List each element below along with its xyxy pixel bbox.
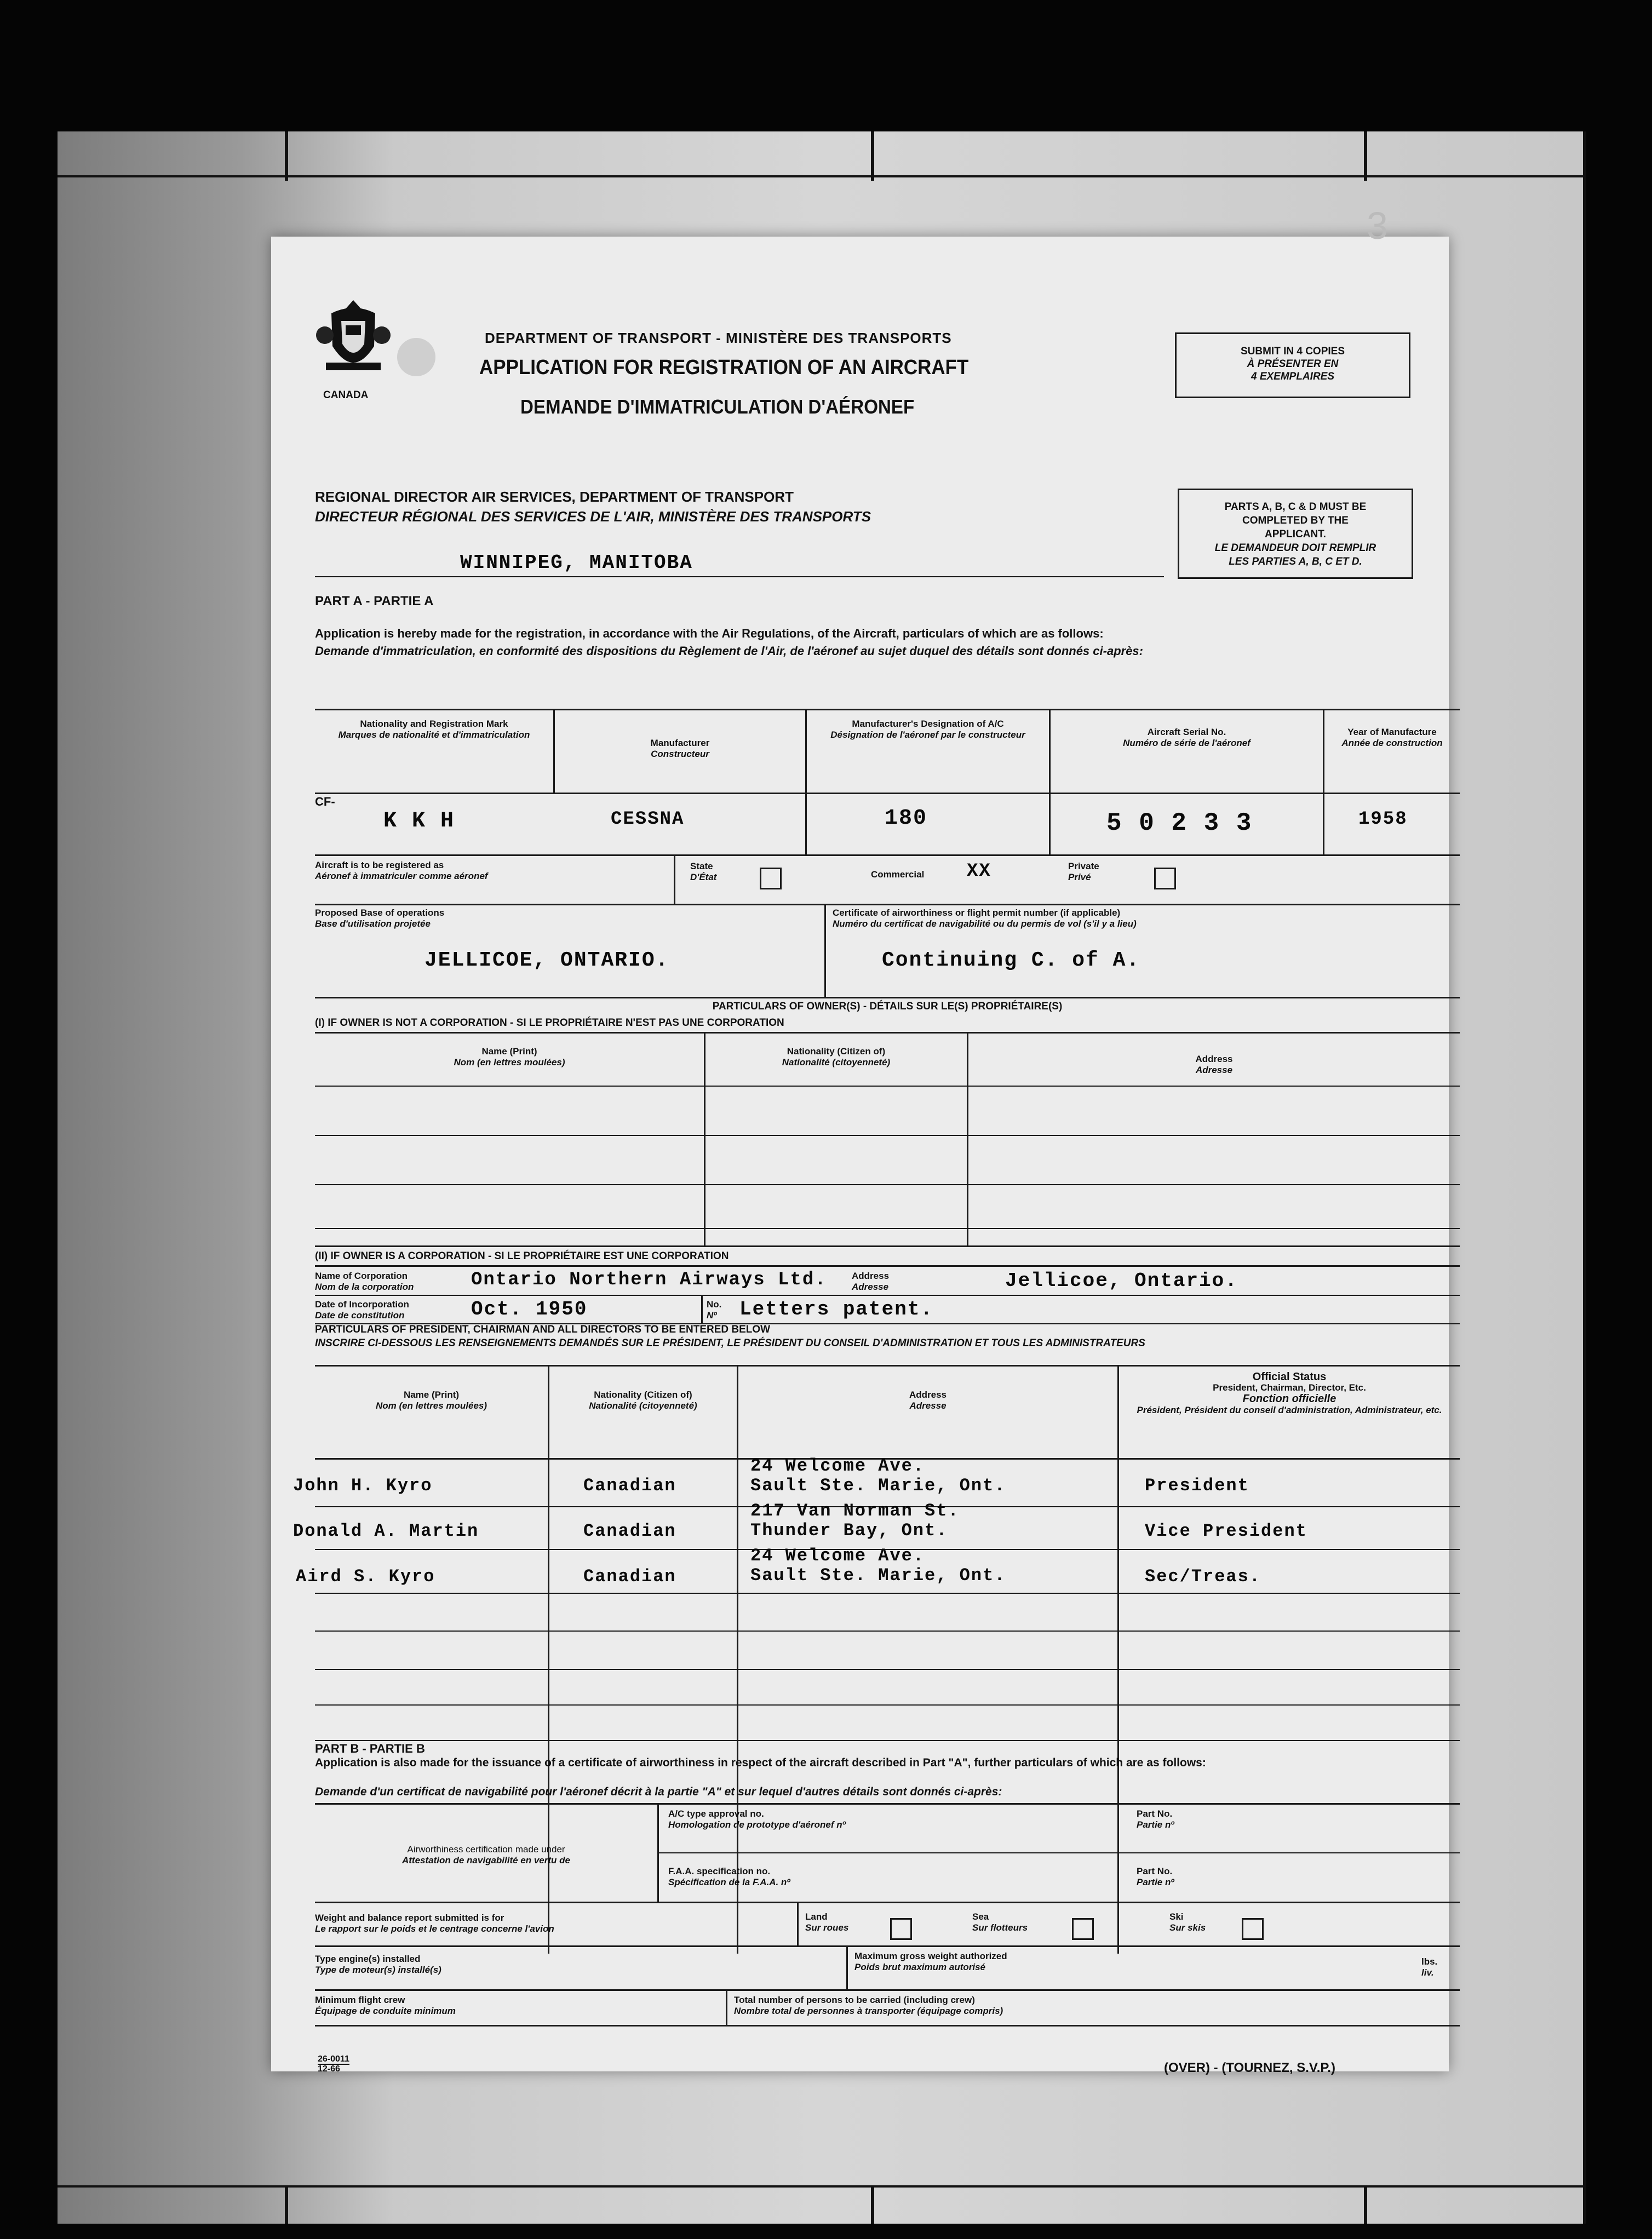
table-row [315, 1704, 1460, 1706]
table-rule [315, 997, 1460, 998]
film-divider [1364, 2185, 1367, 2224]
registered-as-label: Aircraft is to be registered as Aéronef à immatriculer comme aéronef [315, 860, 488, 881]
patent-no-label: No. Nº [707, 1299, 722, 1321]
table-rule [315, 1902, 1460, 1903]
table-rule [315, 793, 1460, 794]
location-underline [315, 576, 1164, 577]
not-corporation-heading: (I) IF OWNER IS NOT A CORPORATION - SI LE PROPRIÉTAIRE N'EST PAS UNE CORPORATION [315, 1017, 784, 1029]
owner-nationality-header: Nationality (Citizen of) Nationalité (citoyenneté) [782, 1046, 891, 1067]
base-label: Proposed Base of operations Base d'utilisation projetée [315, 908, 445, 929]
submit-copies-box: SUBMIT IN 4 COPIES À PRÉSENTER EN 4 EXEMPLAIRES [1175, 332, 1410, 398]
title-fr: DEMANDE D'IMMATRICULATION D'AÉRONEF [520, 395, 915, 418]
director-nationality-header: Nationality (Citizen of) Nationalité (citoyenneté) [589, 1390, 697, 1411]
table-rule [315, 1989, 1460, 1991]
ski-checkbox[interactable] [1242, 1918, 1264, 1940]
engine-type-label: Type engine(s) installed Type de moteur(s) installé(s) [315, 1954, 441, 1975]
page-number-mark: 3 [1367, 204, 1388, 247]
director-address-line1: 24 Welcome Ave. [750, 1456, 925, 1476]
land-checkbox[interactable] [890, 1918, 912, 1940]
title-en: APPLICATION FOR REGISTRATION OF AN AIRCRAFT [479, 356, 969, 379]
state-label: State D'État [690, 861, 717, 882]
table-row [315, 1135, 1460, 1136]
part-no-label-2: Part No. Partie nº [1137, 1866, 1174, 1887]
table-rule [674, 854, 675, 904]
table-rule [315, 854, 1460, 856]
director-nationality: Canadian [583, 1476, 676, 1496]
patent-no-value: Letters patent. [739, 1298, 934, 1321]
lion-emblem-icon [397, 338, 435, 376]
corp-name-label: Name of Corporation Nom de la corporation [315, 1271, 414, 1292]
director-address-line2: Sault Ste. Marie, Ont. [750, 1476, 1006, 1496]
film-divider [1364, 131, 1367, 181]
director-status: Sec/Treas. [1145, 1566, 1261, 1587]
private-checkbox[interactable] [1154, 868, 1176, 889]
regional-director-fr: DIRECTEUR RÉGIONAL DES SERVICES DE L'AIR, MINISTÈRE DES TRANSPORTS [315, 508, 871, 525]
application-form [271, 204, 1449, 2075]
max-gross-weight-label: Maximum gross weight authorized Poids brut maximum autorisé [854, 1951, 1007, 1972]
table-row [315, 1228, 1460, 1229]
parts-required-box: PARTS A, B, C & D MUST BE COMPLETED BY THE APPLICANT. LE DEMANDEUR DOIT REMPLIR LES PARTIES A, B, C ET D. [1178, 489, 1413, 579]
film-divider [285, 131, 288, 181]
state-checkbox[interactable] [760, 868, 782, 889]
canada-crest-icon [315, 297, 392, 384]
sea-checkbox[interactable] [1072, 1918, 1094, 1940]
certificate-value: Continuing C. of A. [882, 949, 1140, 972]
table-rule [315, 2025, 1460, 2026]
owner-name-header: Name (Print) Nom (en lettres moulées) [454, 1046, 565, 1067]
table-rule [315, 1245, 1460, 1247]
film-divider [871, 2185, 874, 2224]
regional-director-en: REGIONAL DIRECTOR AIR SERVICES, DEPARTMENT OF TRANSPORT [315, 489, 794, 505]
registration-mark-value: K K H [383, 809, 455, 834]
table-rule [737, 1365, 738, 1954]
director-nationality: Canadian [583, 1521, 676, 1541]
table-rule [797, 1902, 799, 1945]
film-divider [1583, 131, 1586, 2224]
table-row [315, 1184, 1460, 1185]
col-designation-header: Manufacturer's Designation of A/C Désignation de l'aéronef par le constructeur [830, 719, 1025, 740]
table-rule [315, 1945, 1460, 1947]
faa-spec-label: F.A.A. specification no. Spécification de la F.A.A. nº [668, 1866, 790, 1887]
part-a-heading: PART A - PARTIE A [315, 594, 434, 608]
part-b-heading: PART B - PARTIE B [315, 1742, 425, 1755]
director-status: President [1145, 1476, 1249, 1496]
table-rule [701, 1295, 703, 1323]
director-status: Vice President [1145, 1521, 1307, 1541]
col-serial-header: Aircraft Serial No. Numéro de série de l'aéronef [1123, 727, 1251, 748]
regional-location: WINNIPEG, MANITOBA [460, 552, 693, 574]
corp-address-label: Address Adresse [852, 1271, 890, 1292]
serial-value: 5 0 2 3 3 [1106, 809, 1253, 837]
table-rule [824, 904, 826, 997]
manufacturer-value: CESSNA [611, 809, 685, 830]
sea-label: Sea Sur flotteurs [972, 1911, 1028, 1933]
weight-units: lbs. liv. [1421, 1956, 1438, 1978]
table-row [315, 1593, 1460, 1594]
table-row [315, 1740, 1460, 1741]
director-address-line2: Thunder Bay, Ont. [750, 1520, 948, 1541]
table-rule [315, 1265, 1460, 1267]
owners-heading: PARTICULARS OF OWNER(S) - DÉTAILS SUR LE(S) PROPRIÉTAIRE(S) [712, 1001, 1063, 1012]
land-label: Land Sur roues [805, 1911, 849, 1933]
table-rule [315, 1365, 1460, 1367]
film-divider [285, 2185, 288, 2224]
min-crew-label: Minimum flight crew Équipage de conduite minimum [315, 1995, 456, 2016]
corp-name-value: Ontario Northern Airways Ltd. [471, 1270, 827, 1290]
ski-label: Ski Sur skis [1169, 1911, 1206, 1933]
director-nationality: Canadian [583, 1566, 676, 1587]
private-label: Private Privé [1068, 861, 1099, 882]
cf-prefix: CF- [315, 795, 335, 808]
part-a-intro-en: Application is hereby made for the registration, in accordance with the Air Regulations, of the Aircraft, particulars of which are as follows: [315, 627, 1104, 640]
director-status-header: Official Status President, Chairman, Director, Etc. Fonction officielle Président, Président du conseil d'administration, Administrateur, etc. [1137, 1371, 1442, 1415]
incorporation-date-value: Oct. 1950 [471, 1298, 588, 1321]
commercial-checkmark[interactable]: XX [967, 861, 991, 882]
base-value: JELLICOE, ONTARIO. [425, 949, 669, 972]
directors-instructions-en: PARTICULARS OF PRESIDENT, CHAIRMAN AND ALL DIRECTORS TO BE ENTERED BELOW [315, 1324, 771, 1335]
corporation-heading: (II) IF OWNER IS A CORPORATION - SI LE PROPRIÉTAIRE EST UNE CORPORATION [315, 1250, 729, 1262]
director-name: Donald A. Martin [293, 1521, 479, 1541]
col-year-header: Year of Manufacture Année de construction [1341, 727, 1443, 748]
director-address-header: Address Adresse [909, 1390, 947, 1411]
commercial-label: Commercial [871, 869, 925, 880]
table-rule [315, 904, 1460, 905]
owner-address-header: Address Adresse [1195, 1054, 1233, 1075]
part-b-intro-en: Application is also made for the issuance of a certificate of airworthiness in respect of the aircraft described in Part "A", further particulars of which are as follows: [315, 1756, 1206, 1769]
table-row [315, 1631, 1460, 1632]
director-name-header: Name (Print) Nom (en lettres moulées) [375, 1390, 487, 1411]
directors-instructions-fr: INSCRIRE CI-DESSOUS LES RENSEIGNEMENTS DEMANDÉS SUR LE PRÉSIDENT, LE PRÉSIDENT DU CONSEIL D'ADMINISTRATION ET TOUS LES ADMINISTRATEURS [315, 1337, 1145, 1349]
table-row [315, 1669, 1460, 1670]
airworthiness-cert-label: Airworthiness certification made under Attestation de navigabilité en vertu de [401, 1844, 570, 1865]
table-rule [1117, 1365, 1119, 1954]
film-divider [871, 131, 874, 181]
director-address-line1: 217 Van Norman St. [750, 1501, 960, 1521]
table-row [315, 1086, 1460, 1087]
certificate-label: Certificate of airworthiness or flight permit number (if applicable) Numéro du certificat de navigabilité ou du permis de vol (s'il y a lieu) [833, 908, 1137, 929]
part-a-intro-fr: Demande d'immatriculation, en conformité des dispositions du Règlement de l'Air, de l'aéronef au sujet duquel des détails sont donnés ci-après: [315, 644, 1143, 658]
table-rule [846, 1945, 848, 1989]
table-rule [726, 1989, 727, 2025]
form-number: 26-0011 12-66 [318, 2054, 349, 2074]
director-name: John H. Kyro [293, 1476, 433, 1496]
year-value: 1958 [1358, 809, 1408, 830]
table-rule [315, 709, 1460, 710]
director-address-line2: Sault Ste. Marie, Ont. [750, 1565, 1006, 1586]
table-rule [315, 1295, 1460, 1296]
country-label: CANADA [323, 389, 369, 401]
incorporation-date-label: Date of Incorporation Date de constitution [315, 1299, 409, 1321]
col-registration-header: Nationality and Registration Mark Marques de nationalité et d'immatriculation [338, 719, 530, 740]
department-name: DEPARTMENT OF TRANSPORT - MINISTÈRE DES TRANSPORTS [485, 330, 952, 346]
over-instruction: (OVER) - (TOURNEZ, S.V.P.) [1164, 2060, 1335, 2075]
ac-type-approval-label: A/C type approval no. Homologation de prototype d'aéronef nº [668, 1809, 846, 1830]
weight-balance-label: Weight and balance report submitted is for Le rapport sur le poids et le centrage concerne l'avion [315, 1913, 554, 1934]
designation-value: 180 [885, 806, 928, 831]
total-persons-label: Total number of persons to be carried (including crew) Nombre total de personnes à transporter (équipage compris) [734, 1995, 1003, 2016]
part-no-label: Part No. Partie nº [1137, 1809, 1174, 1830]
director-address-line1: 24 Welcome Ave. [750, 1546, 925, 1566]
part-b-intro-fr: Demande d'un certificat de navigabilité pour l'aéronef décrit à la partie "A" et sur lequel d'autres détails sont donnés ci-après: [315, 1786, 1002, 1798]
col-manufacturer-header: Manufacturer Constructeur [650, 738, 710, 759]
corp-address-value: Jellicoe, Ontario. [1005, 1270, 1238, 1292]
table-rule [657, 1852, 1460, 1853]
director-name: Aird S. Kyro [296, 1566, 435, 1587]
table-rule [315, 1032, 1460, 1034]
table-rule [315, 1803, 1460, 1805]
